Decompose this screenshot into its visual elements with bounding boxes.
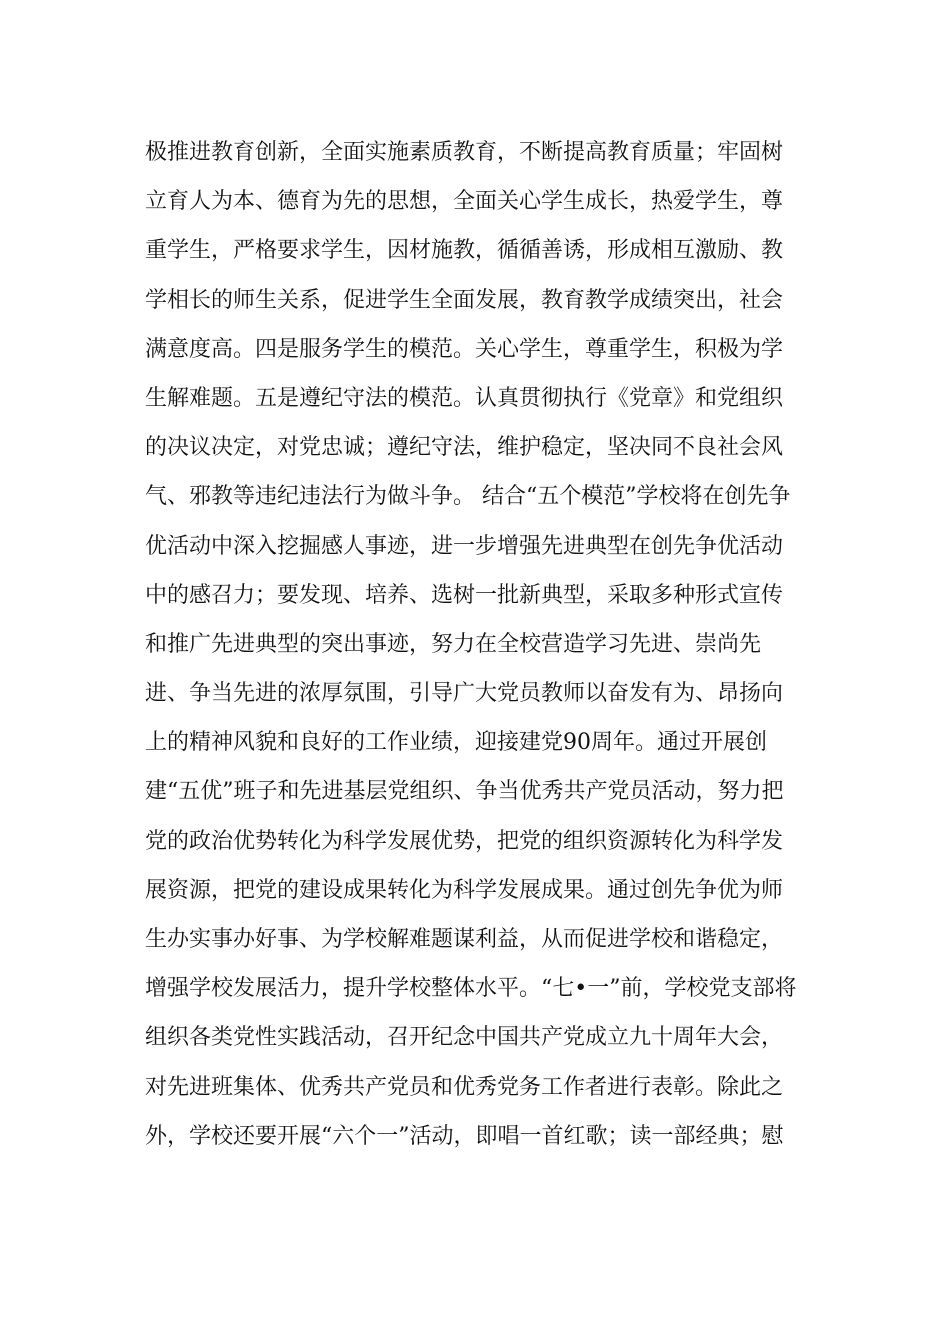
text-line: 重学生，严格要求学生，因材施教，循循善诱，形成相互激励、教 — [145, 238, 784, 264]
text-line: 中的感召力；要发现、培养、选树一批新典型，采取多种形式宣传 — [145, 582, 784, 608]
text-line: 和推广先进典型的突出事迹，努力在全校营造学习先进、崇尚先 — [145, 631, 762, 657]
text-line: 立育人为本、德育为先的思想，全面关心学生成长，热爱学生，尊 — [145, 189, 784, 215]
text-line: 对先进班集体、优秀共产党员和优秀党务工作者进行表彰。除此之 — [145, 1074, 784, 1100]
text-line: 上的精神风貌和良好的工作业绩，迎接建党90周年。通过开展创 — [145, 730, 767, 756]
text-line: 极推进教育创新，全面实施素质教育，不断提高教育质量；牢固树 — [145, 140, 784, 165]
text-line: 的决议决定，对党忠诚；遵纪守法，维护稳定，坚决同不良社会风 — [145, 435, 784, 461]
body-text — [145, 128, 825, 1161]
text-line: 组织各类党性实践活动，召开纪念中国共产党成立九十周年大会， — [145, 1025, 784, 1051]
text-line: 展资源，把党的建设成果转化为科学发展成果。通过创先争优为师 — [145, 877, 784, 903]
text-line: 优活动中深入挖掘感人事迹，进一步增强先进典型在创先争优活动 — [145, 533, 784, 559]
text-line: 生解难题。五是遵纪守法的模范。认真贯彻执行《党章》和党组织 — [145, 385, 784, 411]
text-line: 满意度高。四是服务学生的模范。关心学生，尊重学生，积极为学 — [145, 336, 784, 362]
text-line: 气、邪教等违纪违法行为做斗争。 结合“五个模范”学校将在创先争 — [145, 484, 791, 510]
text-line: 增强学校发展活力，提升学校整体水平。“七•一”前，学校党支部将 — [145, 976, 797, 1002]
text-line: 生办实事办好事、为学校解难题谋利益，从而促进学校和谐稳定， — [145, 927, 784, 952]
text-line: 党的政治优势转化为科学发展优势，把党的组织资源转化为科学发 — [145, 828, 784, 854]
text-line: 外，学校还要开展“六个一”活动，即唱一首红歌；读一部经典；慰 — [145, 1123, 784, 1149]
text-line: 学相长的师生关系，促进学生全面发展，教育教学成绩突出，社会 — [145, 287, 784, 313]
text-line: 建“五优”班子和先进基层党组织、争当优秀共产党员活动，努力把 — [145, 779, 784, 805]
text-line: 进、争当先进的浓厚氛围，引导广大党员教师以奋发有为、昂扬向 — [145, 681, 784, 707]
